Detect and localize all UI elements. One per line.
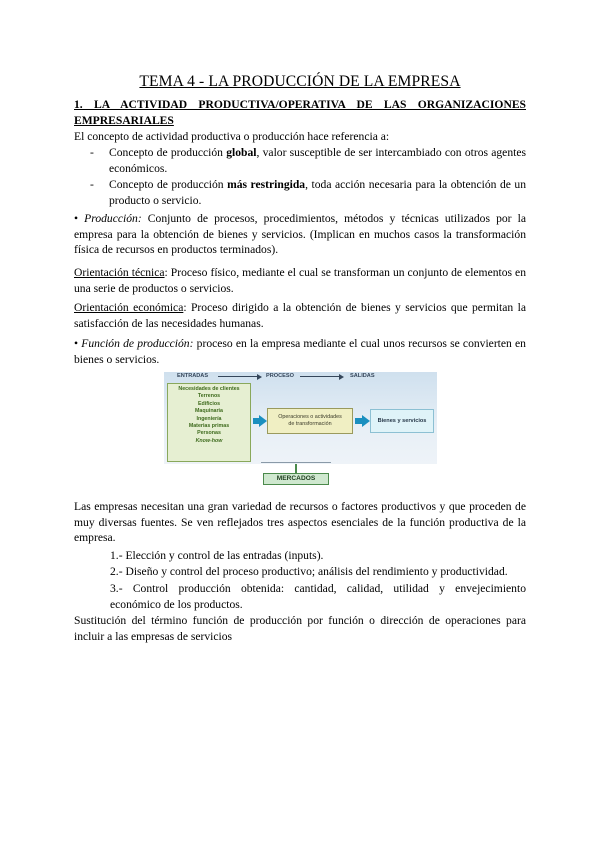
markets-box: MERCADOS — [263, 473, 329, 485]
input-item: Ingeniería — [196, 415, 222, 422]
funcion-term: Función de producción: — [81, 337, 194, 350]
arrow-line — [218, 376, 258, 377]
orientacion-economica-paragraph — [74, 300, 526, 331]
bullet: • — [74, 212, 79, 225]
entradas-header: ENTRADAS — [177, 373, 209, 379]
orientacion-economica-text: : Proceso dirigido a la obtención de bienes y servicios que permitan la satisfacción de las necesidades humanas. — [74, 301, 526, 330]
input-item: Know-how — [195, 437, 223, 444]
produccion-paragraph — [74, 211, 526, 258]
resources-paragraph: Las empresas necesitan una gran variedad de recursos o factores productivos y que proceden de muy diversas fuentes. Se ven reflejados tres aspectos esenciales de la función productiva de la empresa. — [74, 500, 526, 545]
list-item-bold: más restringida — [227, 178, 306, 191]
proceso-header: PROCESO — [266, 373, 294, 379]
list-item-text: , valor susceptible de ser intercambiado con otros agentes económicos. — [109, 146, 527, 175]
section-heading — [74, 97, 526, 128]
feedback-line — [261, 462, 331, 463]
flow-arrow-icon — [362, 415, 370, 427]
aspect-item: 2.- Diseño y control del proceso productivo; análisis del rendimiento y productividad. — [110, 565, 508, 578]
flow-arrow-icon — [259, 415, 267, 427]
orientacion-tecnica-paragraph — [74, 265, 526, 296]
closing-paragraph: Sustitución del término función de producción por función o dirección de operaciones para incluir a las empresas de servicios — [74, 614, 526, 643]
orientacion-tecnica-text: : Proceso físico, mediante el cual se transforman un conjunto de elementos en una serie de productos o servicios. — [74, 266, 526, 295]
funcion-text: proceso en la empresa mediante el cual unos recursos se convierten en bienes o servicios. — [74, 337, 526, 366]
produccion-term: Producción: — [84, 212, 142, 225]
list-item — [90, 145, 526, 176]
process-box — [267, 408, 353, 434]
inputs-box — [167, 383, 251, 462]
dash-bullet: - — [90, 146, 94, 159]
list-item-text: Concepto de producción — [109, 146, 227, 159]
arrow-line — [300, 376, 340, 377]
page-title: TEMA 4 - LA PRODUCCIÓN DE LA EMPRESA — [139, 73, 461, 90]
input-item: Materias primas — [188, 423, 230, 430]
orientacion-tecnica-term: Orientación técnica — [74, 266, 165, 279]
connector-line — [295, 464, 297, 473]
input-item: Edificios — [197, 400, 221, 407]
aspect-item-continuation: económico de los productos. — [110, 598, 243, 611]
list-item-bold: global — [226, 146, 257, 159]
list-item-text: , toda acción necesaria para la obtención de un producto o servicio. — [109, 178, 526, 207]
arrow-right-icon — [257, 374, 262, 380]
flow-arrow-body — [355, 418, 362, 424]
input-item: Necesidades de clientes — [178, 386, 240, 392]
section-heading-line-1: 1. LA ACTIVIDAD PRODUCTIVA/OPERATIVA DE LAS ORGANIZACIONES — [74, 98, 526, 111]
aspect-item: 1.- Elección y control de las entradas (inputs). — [110, 549, 324, 562]
input-item: Maquinaria — [195, 408, 223, 415]
dash-bullet: - — [90, 178, 94, 191]
orientacion-economica-term: Orientación económica — [74, 301, 184, 314]
process-line-1: Operaciones o actividades — [278, 414, 342, 420]
production-diagram — [164, 372, 437, 484]
section-heading-line-2: EMPRESARIALES — [74, 113, 174, 127]
bullet: • — [74, 337, 79, 350]
input-item: Terrenos — [197, 393, 221, 400]
list-item — [90, 177, 526, 208]
process-line-2: de transformación — [288, 421, 332, 427]
output-box: Bienes y servicios — [370, 409, 434, 433]
input-item: Personas — [197, 430, 221, 437]
aspect-item: 3.- Control producción obtenida: cantidad, calidad, utilidad y envejecimiento — [110, 582, 526, 595]
section-intro: El concepto de actividad productiva o producción hace referencia a: — [74, 130, 390, 143]
list-item-text: Concepto de producción — [109, 178, 228, 191]
salidas-header: SALIDAS — [350, 373, 375, 379]
produccion-text: Conjunto de procesos, procedimientos, métodos y técnicas utilizados por la empresa para la obtención de bienes y servicios. (Implican en muchos casos la transformación física de recursos en productos terminados). — [74, 212, 526, 257]
funcion-paragraph — [74, 336, 526, 367]
arrow-right-icon — [339, 374, 344, 380]
